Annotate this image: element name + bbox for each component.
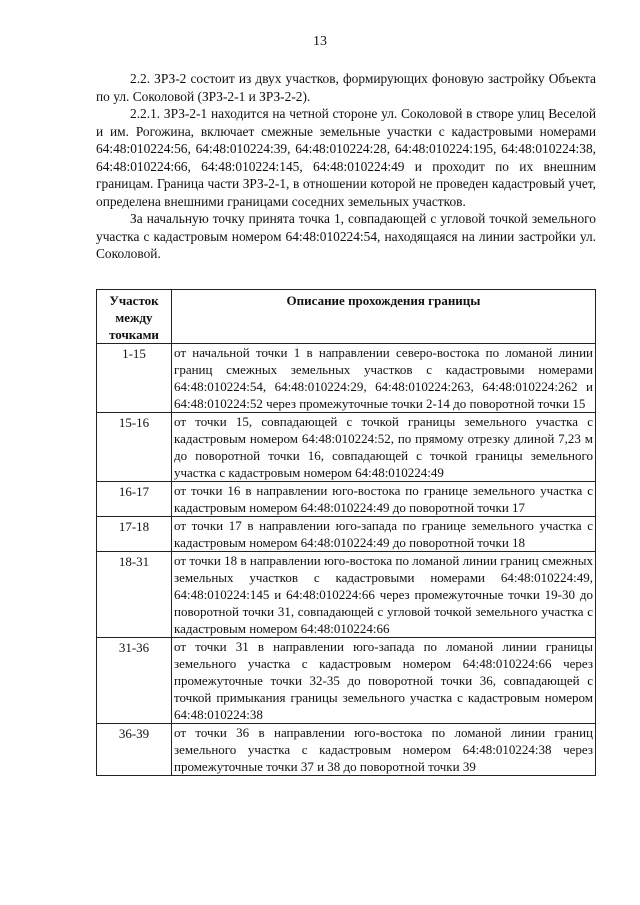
description-cell: от точки 16 в направлении юго-востока по границе земельного участка с кадастровым номером 64:48:010224:49 до поворотной точки 17	[172, 482, 596, 517]
segment-cell: 31-36	[97, 638, 172, 724]
document-body	[96, 70, 596, 263]
description-cell: от точки 18 в направлении юго-востока по ломаной линии границ смежных земельных участков с кадастровыми номерами 64:48:010224:49, 64:48:010224:145 и 64:48:010224:66 через промежуточные точки 19-30 до поворотной точки 31, совпадающей с угловой точкой земельного участка с кадастровым номером 64:48:010224:66	[172, 552, 596, 638]
table-row	[97, 724, 596, 776]
table-row	[97, 517, 596, 552]
page-number: 13	[313, 34, 327, 49]
segment-cell: 16-17	[97, 482, 172, 517]
description-cell: от точки 15, совпадающей с точкой границы земельного участка с кадастровым номером 64:48:010224:52, по прямому отрезку длиной 7,23 м до поворотной точки 16, совпадающей с точкой границы земельного участка с кадастровым номером 64:48:010224:49	[172, 413, 596, 482]
table-row	[97, 482, 596, 517]
description-cell: от точки 31 в направлении юго-запада по ломаной линии границы земельного участка с кадастровым номером 64:48:010224:66 через промежуточные точки 32-35 до поворотной точки 36, совпадающей с точкой примыкания границы земельного участка с кадастровым номером 64:48:010224:38	[172, 638, 596, 724]
paragraph-2-2-1: 2.2.1. ЗРЗ-2-1 находится на четной стороне ул. Соколовой в створе улиц Веселой и им. Рогожина, включает смежные земельные участки с кадастровыми номерами 64:48:010224:56, 64:48:010224:39, 64:48:010224:28, 64:48:010224:195, 64:48:010224:38, 64:48:010224:66, 64:48:010224:145, 64:48:010224:49 и проходит по их внешним границам. Граница части ЗРЗ-2-1, в отношении которой не проведен кадастровый учет, определена внешними границами соседних земельных участков.	[96, 106, 596, 209]
segment-cell: 1-15	[97, 344, 172, 413]
paragraph-2-2: 2.2. ЗРЗ-2 состоит из двух участков, формирующих фоновую застройку Объекта по ул. Соколовой (ЗРЗ-2-1 и ЗРЗ-2-2).	[96, 71, 596, 104]
paragraph-start-point: За начальную точку принята точка 1, совпадающей с угловой точкой земельного участка с кадастровым номером 64:48:010224:54, находящаяся на линии застройки ул. Соколовой.	[96, 211, 596, 261]
segment-cell: 15-16	[97, 413, 172, 482]
description-cell: от точки 17 в направлении юго-запада по границе земельного участка с кадастровым номером 64:48:010224:49 до поворотной точки 18	[172, 517, 596, 552]
table-row	[97, 413, 596, 482]
header-description: Описание прохождения границы	[172, 290, 596, 344]
description-cell: от начальной точки 1 в направлении северо-востока по ломаной линии границ смежных земельных участков с кадастровыми номерами 64:48:010224:54, 64:48:010224:29, 64:48:010224:263, 64:48:010224:262 и 64:48:010224:52 через промежуточные точки 2-14 до поворотной точки 15	[172, 344, 596, 413]
header-segment: Участок между точками	[97, 290, 172, 344]
table-row	[97, 552, 596, 638]
description-cell: от точки 36 в направлении юго-востока по ломаной линии границ земельного участка с кадастровым номером 64:48:010224:38 через промежуточные точки 37 и 38 до поворотной точки 39	[172, 724, 596, 776]
segment-cell: 17-18	[97, 517, 172, 552]
table-header-row	[97, 290, 596, 344]
boundary-table	[96, 289, 596, 776]
segment-cell: 18-31	[97, 552, 172, 638]
table-row	[97, 344, 596, 413]
table-row	[97, 638, 596, 724]
segment-cell: 36-39	[97, 724, 172, 776]
